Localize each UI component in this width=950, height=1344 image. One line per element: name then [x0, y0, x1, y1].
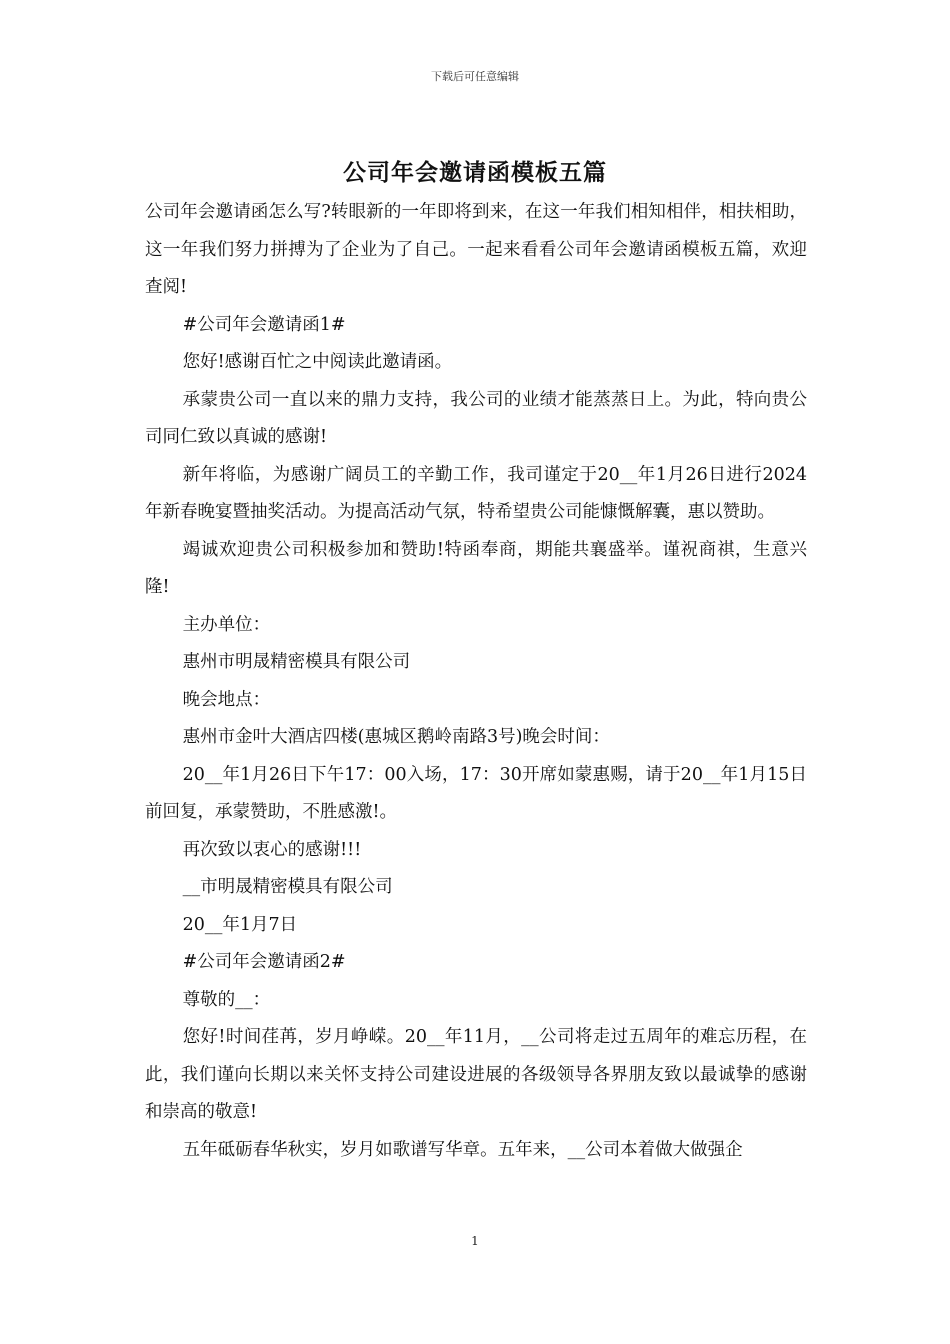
body-paragraph: __市明晟精密模具有限公司 [182, 877, 393, 897]
body-paragraph: 惠州市金叶大酒店四楼(惠城区鹅岭南路3号)晚会时间： [182, 727, 610, 747]
body-paragraph: 您好!感谢百忙之中阅读此邀请函。 [182, 352, 453, 372]
body-paragraph: 您好!时间荏苒，岁月峥嵘。20__年11月，__公司将走过五周年的难忘历程，在此，我们谨向长期以来关怀支持公司建设进展的各级领导各界朋友致以最诚挚的感谢和崇高的敬意! [145, 1027, 807, 1122]
page-number: 1 [471, 1234, 479, 1248]
body-paragraph: 再次致以衷心的感谢!!! [182, 839, 362, 860]
body-paragraph: 尊敬的__： [182, 989, 271, 1010]
body-paragraph: 承蒙贵公司一直以来的鼎力支持，我公司的业绩才能蒸蒸日上。为此，特向贵公司同仁致以真诚的感谢! [145, 389, 807, 447]
page-header-note: 下载后可任意编辑 [431, 70, 519, 83]
body-paragraph: 主办单位： [182, 614, 271, 635]
body-paragraph: #公司年会邀请函2# [182, 952, 346, 972]
body-paragraph: 晚会地点： [182, 689, 271, 710]
body-paragraph: 公司年会邀请函怎么写?转眼新的一年即将到来，在这一年我们相知相伴，相扶相助，这一年我们努力拼搏为了企业为了自己。一起来看看公司年会邀请函模板五篇，欢迎查阅! [145, 202, 807, 297]
body-paragraph: 20__年1月26日下午17：00入场，17：30开席如蒙惠赐，请于20__年1月15日前回复，承蒙赞助，不胜感激!。 [145, 764, 807, 822]
body-paragraph: 惠州市明晟精密模具有限公司 [182, 652, 411, 672]
body-paragraph: 竭诚欢迎贵公司积极参加和赞助!特函奉商，期能共襄盛举。谨祝商祺，生意兴隆! [145, 539, 807, 597]
body-paragraph: 新年将临，为感谢广阔员工的辛勤工作，我司谨定于20__年1月26日进行2024年新春晚宴暨抽奖活动。为提高活动气氛，特希望贵公司能慷慨解囊，惠以赞助。 [145, 464, 807, 522]
body-paragraph: #公司年会邀请函1# [182, 314, 346, 335]
document-body [145, 194, 807, 1169]
body-paragraph: 五年砥砺春华秋实，岁月如歌谱写华章。五年来，__公司本着做大做强企 [182, 1139, 743, 1160]
body-paragraph: 20__年1月7日 [182, 914, 298, 935]
document-title: 公司年会邀请函模板五篇 [343, 159, 607, 186]
